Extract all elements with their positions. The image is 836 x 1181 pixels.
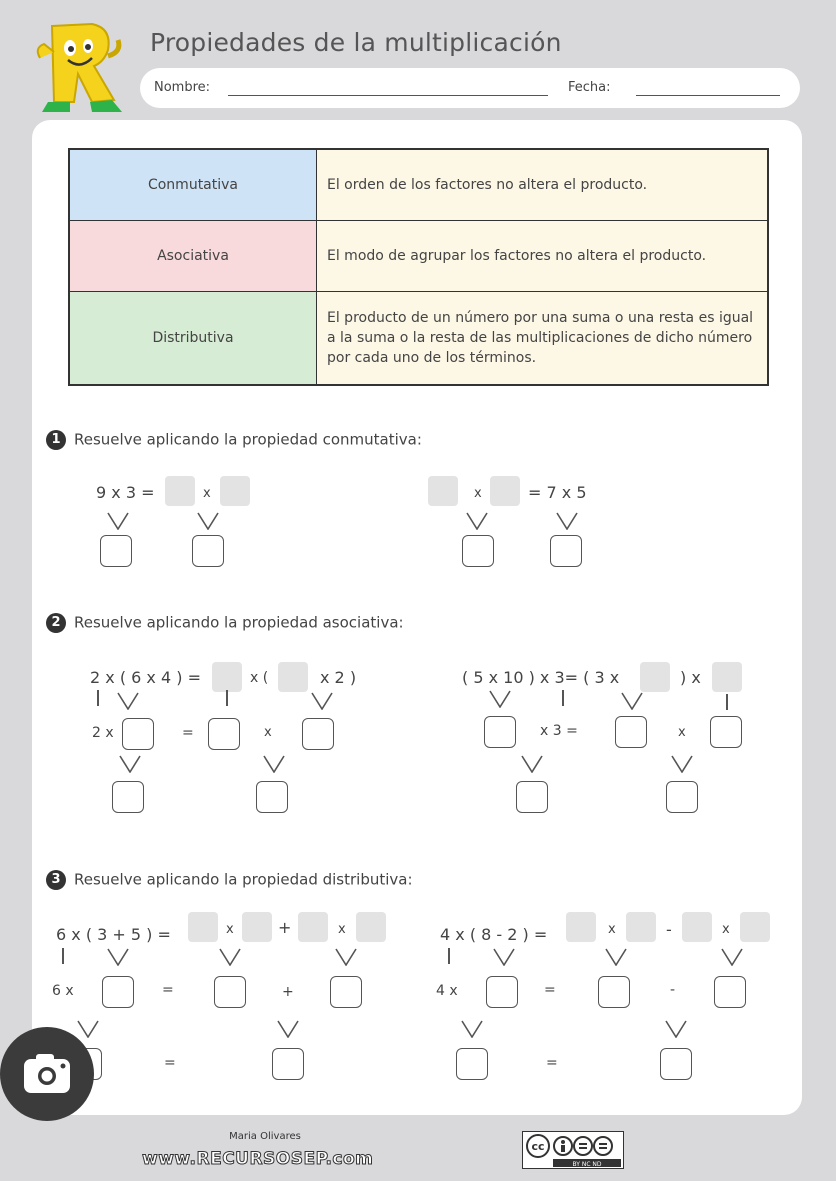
arrow-v-icon [310, 692, 334, 710]
answer-gray-box[interactable] [278, 662, 308, 692]
camera-icon [22, 1053, 72, 1095]
times-sign: x [203, 486, 211, 501]
property-name: Distributiva [69, 292, 317, 386]
times-open-paren: x ( [250, 670, 269, 686]
times-sign: x [722, 922, 730, 937]
property-row-conmutativa [69, 149, 768, 221]
answer-box[interactable] [122, 718, 154, 750]
e3-left-expression: 6 x ( 3 + 5 ) = [56, 925, 171, 944]
exercise-1-instruction: Resuelve aplicando la propiedad conmutativa: [74, 430, 422, 449]
exercise-number-badge: 2 [46, 613, 66, 633]
arrow-v-icon [196, 512, 220, 530]
e3-right-row2-start: 4 x [436, 983, 458, 999]
exercise-3-instruction: Resuelve aplicando la propiedad distributiva: [74, 870, 413, 889]
answer-box[interactable] [112, 781, 144, 813]
e2-right-expression: ( 5 x 10 ) x 3= ( 3 x [462, 668, 620, 687]
author-credit: Maria Olivares [229, 1131, 301, 1142]
arrow-v-icon [555, 512, 579, 530]
times-sign: x [608, 922, 616, 937]
e3-right-expression: 4 x ( 8 - 2 ) = [440, 925, 548, 944]
answer-box[interactable] [666, 781, 698, 813]
arrow-v-icon [465, 512, 489, 530]
answer-gray-box[interactable] [242, 912, 272, 942]
equals-sign: = [544, 982, 556, 998]
exercise-2-heading [46, 613, 404, 633]
e3-left-row2-start: 6 x [52, 983, 74, 999]
arrow-v-icon [664, 1020, 688, 1038]
name-label: Nombre: [154, 80, 211, 95]
answer-box[interactable] [302, 718, 334, 750]
exercise-3-heading [46, 870, 413, 890]
exercise-2-instruction: Resuelve aplicando la propiedad asociativa: [74, 613, 404, 632]
minus-sign: - [666, 920, 672, 939]
answer-box[interactable] [272, 1048, 304, 1080]
plus-sign: + [278, 918, 292, 937]
answer-gray-box[interactable] [212, 662, 242, 692]
answer-gray-box[interactable] [490, 476, 520, 506]
arrow-v-icon [262, 755, 286, 773]
connector-line [97, 690, 99, 706]
answer-box[interactable] [100, 535, 132, 567]
answer-gray-box[interactable] [740, 912, 770, 942]
date-label: Fecha: [568, 80, 611, 95]
equals-sign: = [164, 1055, 176, 1071]
connector-line [726, 694, 728, 710]
answer-box[interactable] [214, 976, 246, 1008]
arrow-v-icon [488, 690, 512, 708]
answer-box[interactable] [615, 716, 647, 748]
answer-box[interactable] [516, 781, 548, 813]
exercise-number-badge: 3 [46, 870, 66, 890]
answer-box[interactable] [714, 976, 746, 1008]
arrow-v-icon [670, 755, 694, 773]
page-title: Propiedades de la multiplicación [150, 28, 562, 57]
mascot-logo [30, 18, 130, 113]
properties-table [68, 148, 769, 386]
answer-gray-box[interactable] [626, 912, 656, 942]
arrow-v-icon [460, 1020, 484, 1038]
minus-sign: - [670, 982, 676, 998]
answer-box[interactable] [208, 718, 240, 750]
connector-line [226, 690, 228, 706]
answer-box[interactable] [550, 535, 582, 567]
e2-left-row2-start: 2 x [92, 725, 114, 741]
cc-label: cc [531, 1140, 545, 1153]
times-sign: x [264, 725, 272, 740]
license-icons [523, 1132, 623, 1168]
arrow-v-icon [620, 692, 644, 710]
times-sign: x [338, 922, 346, 937]
answer-box[interactable] [462, 535, 494, 567]
equals-sign: = [162, 982, 174, 998]
e2-left-expression: 2 x ( 6 x 4 ) = [90, 668, 201, 687]
answer-box[interactable] [660, 1048, 692, 1080]
arrow-v-icon [76, 1020, 100, 1038]
answer-gray-box[interactable] [712, 662, 742, 692]
answer-box[interactable] [256, 781, 288, 813]
exercise-number-badge: 1 [46, 430, 66, 450]
answer-box[interactable] [486, 976, 518, 1008]
connector-line [62, 948, 64, 964]
property-row-asociativa [69, 221, 768, 292]
plus-sign: + [282, 984, 294, 1000]
e1-left-expression: 9 x 3 = [96, 483, 155, 502]
connector-line [562, 690, 564, 706]
property-definition: El modo de agrupar los factores no altera el producto. [317, 221, 769, 292]
arrow-v-icon [492, 948, 516, 966]
property-definition: El orden de los factores no altera el producto. [317, 149, 769, 221]
property-name: Conmutativa [69, 149, 317, 221]
exercise-1-heading [46, 430, 422, 450]
name-date-bar [140, 68, 800, 108]
close-paren-times: ) x [680, 668, 701, 687]
answer-box[interactable] [710, 716, 742, 748]
lens-camera-button[interactable] [0, 1027, 94, 1121]
connector-line [448, 948, 450, 964]
answer-box[interactable] [330, 976, 362, 1008]
date-field-line[interactable] [636, 95, 780, 96]
times-two-close: x 2 ) [320, 668, 357, 687]
answer-gray-box[interactable] [682, 912, 712, 942]
answer-box[interactable] [456, 1048, 488, 1080]
answer-gray-box[interactable] [640, 662, 670, 692]
times-sign: x [474, 486, 482, 501]
arrow-v-icon [720, 948, 744, 966]
property-row-distributiva [69, 292, 768, 386]
equals-sign: = [182, 725, 194, 741]
arrow-v-icon [276, 1020, 300, 1038]
answer-gray-box[interactable] [428, 476, 458, 506]
arrow-v-icon [116, 692, 140, 710]
arrow-v-icon [520, 755, 544, 773]
property-name: Asociativa [69, 221, 317, 292]
property-definition: El producto de un número por una suma o una resta es igual a la suma o la resta de las multiplicaciones de dicho número por cada uno de los términos. [317, 292, 769, 386]
arrow-v-icon [118, 755, 142, 773]
arrow-v-icon [106, 948, 130, 966]
answer-box[interactable] [598, 976, 630, 1008]
arrow-v-icon [604, 948, 628, 966]
e1-right-expression: = 7 x 5 [528, 483, 587, 502]
cc-sub-label: BY NC ND [572, 1161, 602, 1168]
e2-right-row2-mid: x 3 = [540, 723, 578, 739]
answer-gray-box[interactable] [356, 912, 386, 942]
answer-gray-box[interactable] [220, 476, 250, 506]
answer-gray-box[interactable] [165, 476, 195, 506]
answer-box[interactable] [102, 976, 134, 1008]
arrow-v-icon [334, 948, 358, 966]
equals-sign: = [546, 1055, 558, 1071]
website-link[interactable]: www.RECURSOSEP.com [142, 1149, 374, 1169]
answer-box[interactable] [192, 535, 224, 567]
answer-gray-box[interactable] [188, 912, 218, 942]
times-sign: x [678, 725, 686, 740]
answer-gray-box[interactable] [298, 912, 328, 942]
answer-box[interactable] [484, 716, 516, 748]
times-sign: x [226, 922, 234, 937]
arrow-v-icon [218, 948, 242, 966]
arrow-v-icon [106, 512, 130, 530]
cc-license-badge [522, 1131, 624, 1169]
name-field-line[interactable] [228, 95, 548, 96]
answer-gray-box[interactable] [566, 912, 596, 942]
